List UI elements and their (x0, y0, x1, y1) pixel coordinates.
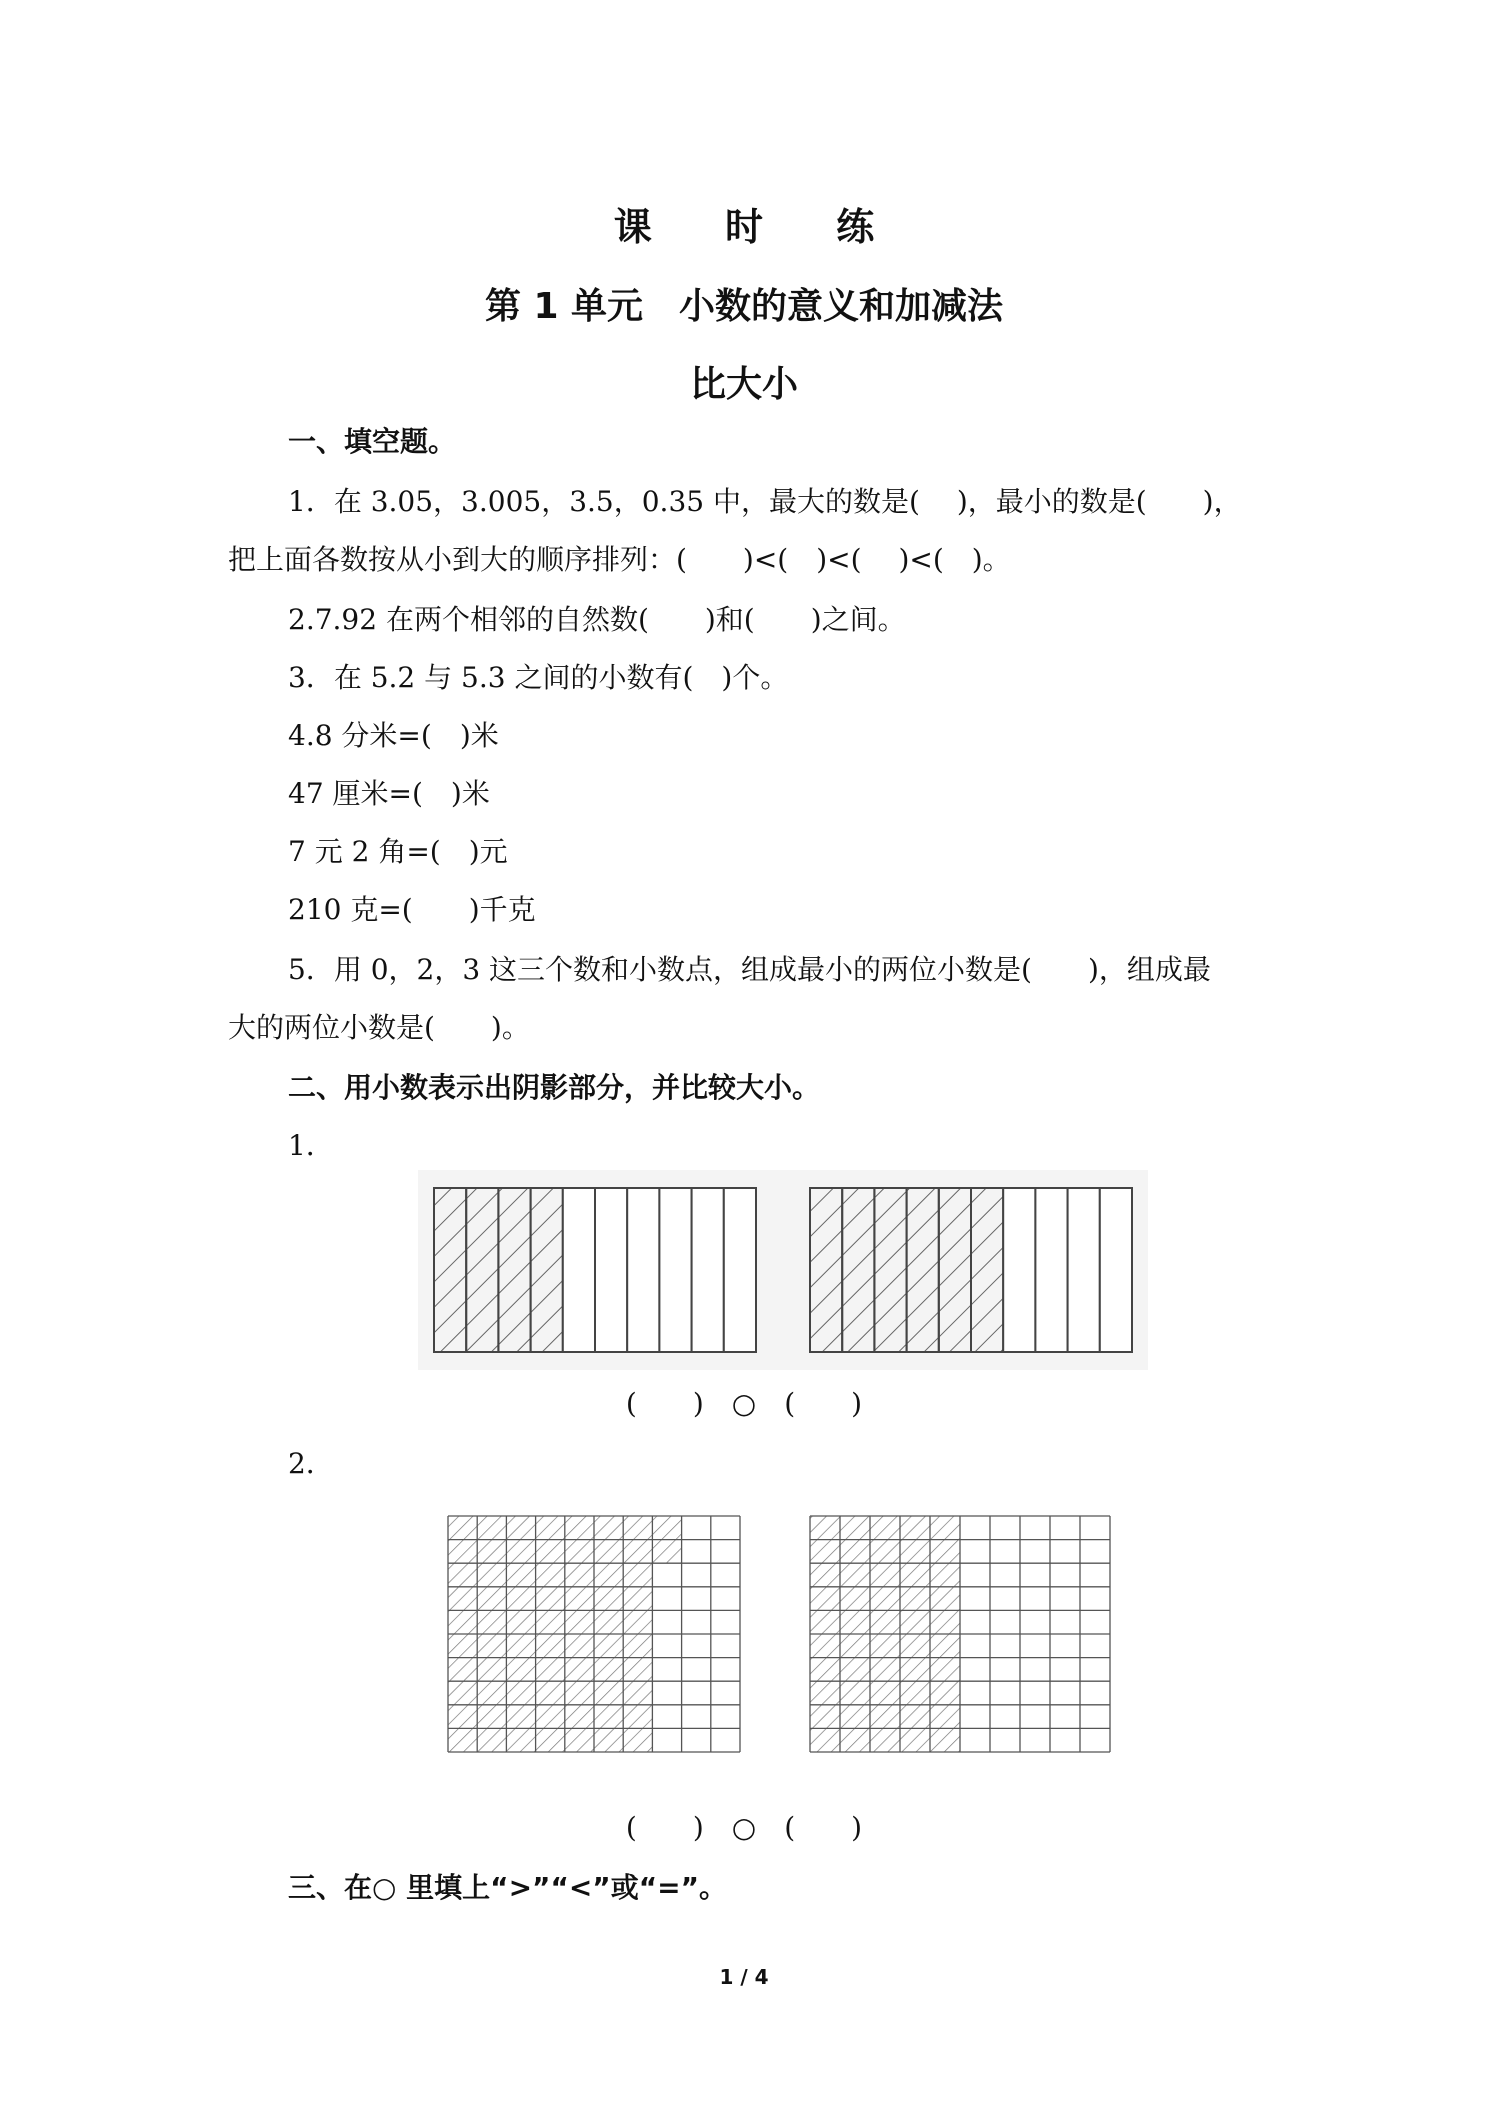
figure-1-left-strips (434, 1188, 756, 1352)
figure-2-left-grid (448, 1516, 740, 1752)
question-1-line1: 1．在 3.05，3.005，3.5，0.35 中，最大的数是( )，最小的数是( )， (288, 485, 1242, 518)
fig1-right-strip (1068, 1188, 1100, 1352)
question-5-line2: 大的两位小数是( )。 (228, 1011, 530, 1044)
fig1-left-strip (595, 1188, 627, 1352)
fig1-right-strip (842, 1188, 874, 1352)
section1-heading: 一、填空题。 (288, 425, 457, 458)
figure-2-grids (440, 1492, 1120, 1762)
figure-2-right-grid (810, 1516, 1110, 1752)
fig1-right-strip (971, 1188, 1003, 1352)
fig1-right-strip (1100, 1188, 1132, 1352)
fig1-right-strip (1003, 1188, 1035, 1352)
fig1-left-strip (724, 1188, 756, 1352)
section3-heading: 三、在○ 里填上“>”“<”或“=”。 (288, 1871, 727, 1904)
page-number: 1 / 4 (719, 1965, 769, 1989)
question-4c: 7 元 2 角=( )元 (288, 835, 508, 868)
figure-2-compare: ( ) ○ ( ) (625, 1811, 863, 1844)
fig1-right-strip (907, 1188, 939, 1352)
fig1-right-strip (810, 1188, 842, 1352)
question-4b: 47 厘米=( )米 (288, 777, 490, 810)
fig1-right-strip (1035, 1188, 1067, 1352)
figure-1-label: 1． (288, 1129, 334, 1162)
fig1-left-strip (692, 1188, 724, 1352)
section2-heading: 二、用小数表示出阴影部分，并比较大小。 (288, 1071, 821, 1104)
fig1-left-strip (434, 1188, 466, 1352)
question-2: 2.7.92 在两个相邻的自然数( )和( )之间。 (288, 603, 906, 636)
question-4a: 4.8 分米=( )米 (288, 719, 499, 752)
fig1-left-strip (531, 1188, 563, 1352)
fig1-left-strip (498, 1188, 530, 1352)
question-3: 3．在 5.2 与 5.3 之间的小数有( )个。 (288, 661, 789, 694)
figure-1-right-strips (810, 1188, 1132, 1352)
fig1-right-strip (874, 1188, 906, 1352)
figure-2-label: 2． (288, 1447, 334, 1480)
lesson-title: 比大小 (689, 364, 798, 405)
fig1-left-strip (466, 1188, 498, 1352)
figure-1-strips (418, 1170, 1148, 1370)
fig1-left-strip (659, 1188, 691, 1352)
question-1-line2: 把上面各数按从小到大的顺序排列：( )<( )<( )<( )。 (228, 543, 1011, 576)
fig1-left-strip (563, 1188, 595, 1352)
figure-1-compare: ( ) ○ ( ) (625, 1387, 863, 1420)
question-5-line1: 5．用 0，2，3 这三个数和小数点，组成最小的两位小数是( )，组成最 (288, 953, 1211, 986)
unit-title: 第 1 单元 小数的意义和加减法 (484, 286, 1004, 327)
fig1-right-strip (939, 1188, 971, 1352)
page-title: 课 时 练 (613, 205, 905, 249)
question-4d: 210 克=( )千克 (288, 893, 536, 926)
fig1-left-strip (627, 1188, 659, 1352)
